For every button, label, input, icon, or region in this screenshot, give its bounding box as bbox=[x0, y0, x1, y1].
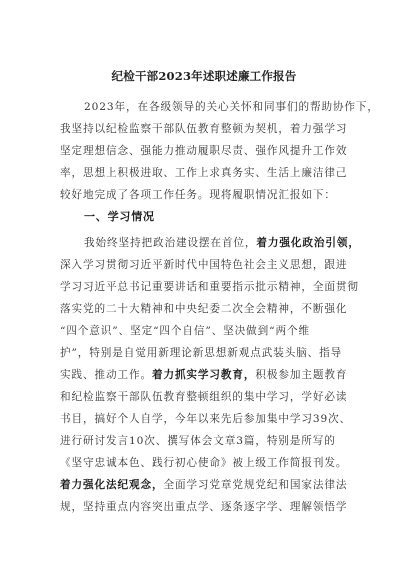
study-paragraph-2 bbox=[60, 474, 356, 518]
intro-line-1: 2023年，在各级领导的关心关怀和同事们的帮助协作下， bbox=[84, 101, 379, 113]
study-line-9: 书目，搞好个人自学，今年以来先后参加集中学习39次、 bbox=[60, 413, 352, 425]
study-line-5: “四个意识”、坚定“四个自信”、坚决做到“两个维 bbox=[60, 325, 310, 337]
intro-paragraph bbox=[60, 96, 379, 206]
law-line-1-bold: 着力强化法纪观念， bbox=[60, 479, 164, 491]
law-line-2: 规，坚持重点内容突出重点学、逐条逐字学、理解领悟学 bbox=[60, 501, 348, 513]
study-line-7-text: 实践、推动工作。 bbox=[60, 369, 152, 381]
study-line-11: 《坚守忠诚本色、践行初心使命》被上级工作简报刊发。 bbox=[60, 457, 348, 469]
document-title: 纪检干部2023年述职述廉工作报告 bbox=[111, 69, 297, 83]
study-line-7 bbox=[60, 364, 356, 386]
study-paragraph-1 bbox=[60, 232, 360, 474]
study-line-7-bold: 着力抓实学习教育， bbox=[151, 369, 256, 381]
study-line-4: 落实党的二十大精神和中央纪委二次全会精神，不断强化 bbox=[60, 303, 348, 315]
study-line-6: 护”，特别是自觉用新理论新思想新观点武装头脑、指导 bbox=[60, 347, 343, 359]
law-line-1 bbox=[60, 474, 356, 496]
study-line-2: 深入学习贯彻习近平新时代中国特色社会主义思想，跟进 bbox=[60, 259, 348, 271]
intro-line-3: 坚定理想信念、强能力推动履职尽责、强作风提升工作效 bbox=[60, 145, 348, 157]
law-line-1-post: 全面学习党章党规党纪和国家法律法 bbox=[163, 479, 348, 491]
section-heading-study: 一、学习情况 bbox=[84, 210, 155, 223]
study-line-8: 和纪检监察干部队伍教育整顿组织的集中学习，学好必读 bbox=[60, 391, 348, 403]
study-line-7-post: 积极参加主题教育 bbox=[255, 369, 348, 381]
intro-line-2: 我坚持以纪检监察干部队伍教育整顿为契机，着力强学习 bbox=[60, 123, 348, 135]
study-line-1-bold: 着力强化政治引领， bbox=[256, 237, 360, 249]
intro-line-4: 率，思想上积极进取、工作上求真务实、生活上廉洁律己 bbox=[60, 167, 348, 179]
study-line-3: 学习习近平总书记重要讲话和重要指示批示精神，全面贯彻 bbox=[60, 281, 359, 293]
study-line-1 bbox=[60, 232, 360, 254]
study-line-10: 进行研讨发言10次、撰写体会文章3篇，特别是所写的 bbox=[60, 435, 336, 447]
intro-line-5: 较好地完成了各项工作任务。现将履职情况汇报如下： bbox=[60, 189, 336, 201]
study-line-1-text: 我始终坚持把政治建设摆在首位， bbox=[84, 237, 257, 249]
